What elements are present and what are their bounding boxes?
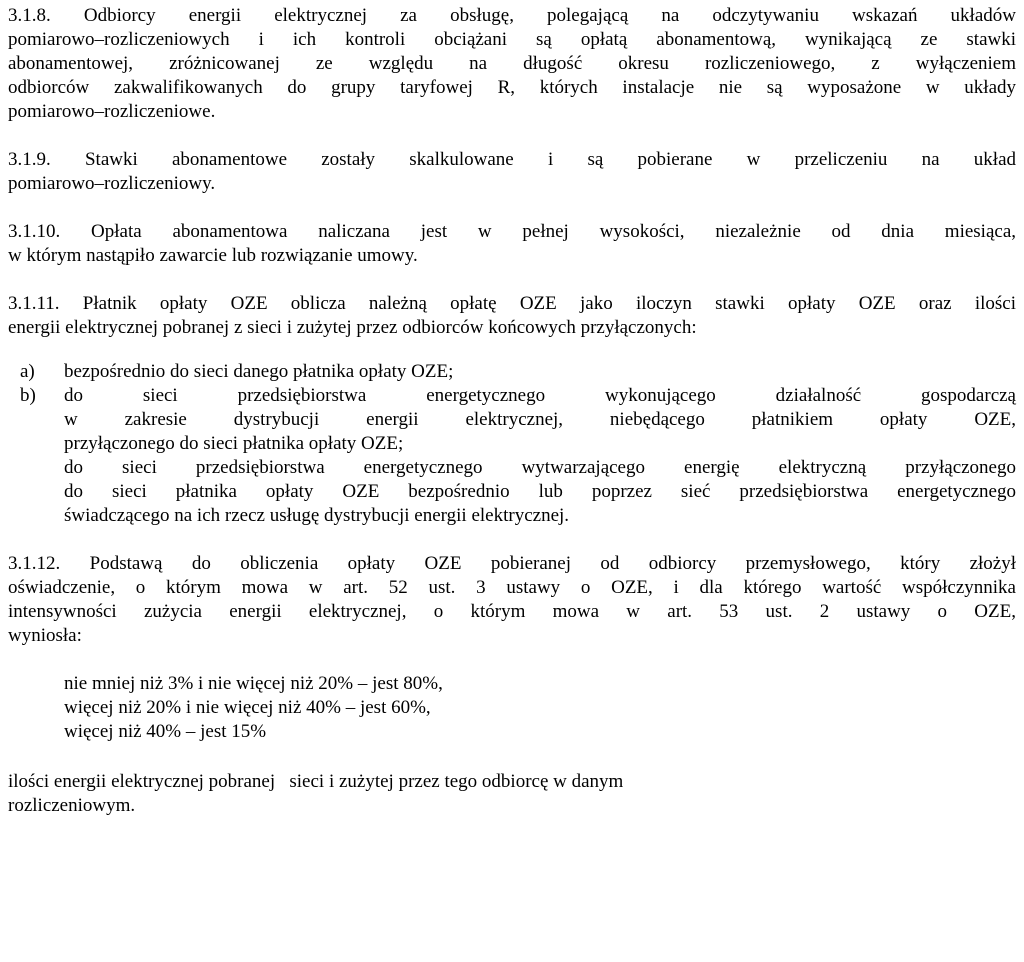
paragraph-3-1-10 — [8, 220, 1016, 268]
paragraph-line — [8, 4, 1016, 28]
paragraph-line: pomiarowo–rozliczeniowy. — [8, 173, 216, 194]
paragraph-text: Opłata abonamentowa naliczana jest w pełnej wysokości, niezależnie od dnia miesiąca, — [91, 221, 1016, 242]
paragraph-text: Odbiorcy energii elektrycznej za obsługę, polegającą na odczytywaniu wskazań układów — [83, 5, 1016, 26]
list-item-line: w zakresie dystrybucji energii elektrycznej, niebędącego płatnikiem opłaty OZE, — [64, 409, 1016, 430]
paragraph-line — [8, 220, 1016, 244]
threshold-line: nie mniej niż 3% i nie więcej niż 20% – jest 80%, — [64, 673, 443, 694]
paragraph-3-1-11 — [8, 292, 1016, 340]
paragraph-line: energii elektrycznej pobranej z sieci i zużytej przez odbiorców końcowych przyłączonych: — [8, 317, 697, 338]
paragraph-line — [8, 148, 1016, 172]
paragraph-line — [8, 292, 1016, 316]
closing-line: rozliczeniowym. — [8, 795, 136, 816]
continuation-line: do sieci przedsiębiorstwa energetycznego wytwarzającego energię elektryczną przyłączonego — [64, 457, 1016, 478]
list-marker: b) — [20, 385, 36, 406]
paragraph-number: 3.1.9. — [8, 149, 51, 170]
paragraph-line: wyniosła: — [8, 625, 82, 646]
paragraph-line: intensywności zużycia energii elektrycznej, o którym mowa w art. 53 ust. 2 ustawy o OZE, — [8, 601, 1016, 622]
continuation-line: świadczącego na ich rzecz usługę dystrybucji energii elektrycznej. — [64, 505, 570, 526]
paragraph-line: w którym nastąpiło zawarcie lub rozwiązanie umowy. — [8, 245, 418, 266]
paragraph-3-1-9 — [8, 148, 1016, 196]
list-item — [8, 384, 1016, 456]
paragraph-line: oświadczenie, o którym mowa w art. 52 ust. 3 ustawy o OZE, i dla którego wartość współczynnika — [8, 577, 1016, 598]
closing-text — [8, 770, 1016, 818]
list-item-line: do sieci przedsiębiorstwa energetycznego wykonującego działalność gospodarczą — [64, 385, 1016, 406]
paragraph-number: 3.1.8. — [8, 5, 51, 26]
paragraph-text: Płatnik opłaty OZE oblicza należną opłatę OZE jako iloczyn stawki opłaty OZE oraz ilości — [82, 293, 1016, 314]
list-item — [8, 360, 1016, 384]
paragraph-line: pomiarowo–rozliczeniowych i ich kontroli obciążani są opłatą abonamentową, wynikającą ze stawki — [8, 29, 1016, 50]
paragraph-number: 3.1.12. — [8, 553, 61, 574]
threshold-line: więcej niż 40% – jest 15% — [64, 721, 267, 742]
paragraph-3-1-8 — [8, 4, 1016, 124]
paragraph-3-1-12 — [8, 552, 1016, 648]
paragraph-line: abonamentowej, zróżnicowanej ze względu na długość okresu rozliczeniowego, z wyłączeniem — [8, 53, 1016, 74]
recipient-list — [8, 360, 1016, 456]
paragraph-number: 3.1.11. — [8, 293, 60, 314]
closing-line: ilości energii elektrycznej pobranej sieci i zużytej przez tego odbiorcę w danym — [8, 771, 624, 792]
list-marker: a) — [20, 361, 35, 382]
paragraph-line: odbiorców zakwalifikowanych do grupy taryfowej R, których instalacje nie są wyposażone w układy — [8, 77, 1016, 98]
continuation-line: do sieci płatnika opłaty OZE bezpośrednio lub poprzez sieć przedsiębiorstwa energetycznego — [64, 481, 1016, 502]
list-item-line: bezpośrednio do sieci danego płatnika opłaty OZE; — [64, 361, 454, 382]
paragraph-text: Podstawą do obliczenia opłaty OZE pobieranej od odbiorcy przemysłowego, który złożył — [89, 553, 1016, 574]
paragraph-text: Stawki abonamentowe zostały skalkulowane i są pobierane w przeliczeniu na układ — [84, 149, 1017, 170]
paragraph-line: pomiarowo–rozliczeniowe. — [8, 101, 216, 122]
paragraph-line — [8, 552, 1016, 576]
paragraph-number: 3.1.10. — [8, 221, 61, 242]
list-continuation — [8, 456, 1016, 528]
list-item-line: przyłączonego do sieci płatnika opłaty OZE; — [64, 433, 404, 454]
threshold-list — [8, 672, 1016, 744]
threshold-line: więcej niż 20% i nie więcej niż 40% – jest 60%, — [64, 697, 431, 718]
document-page — [8, 4, 1016, 818]
